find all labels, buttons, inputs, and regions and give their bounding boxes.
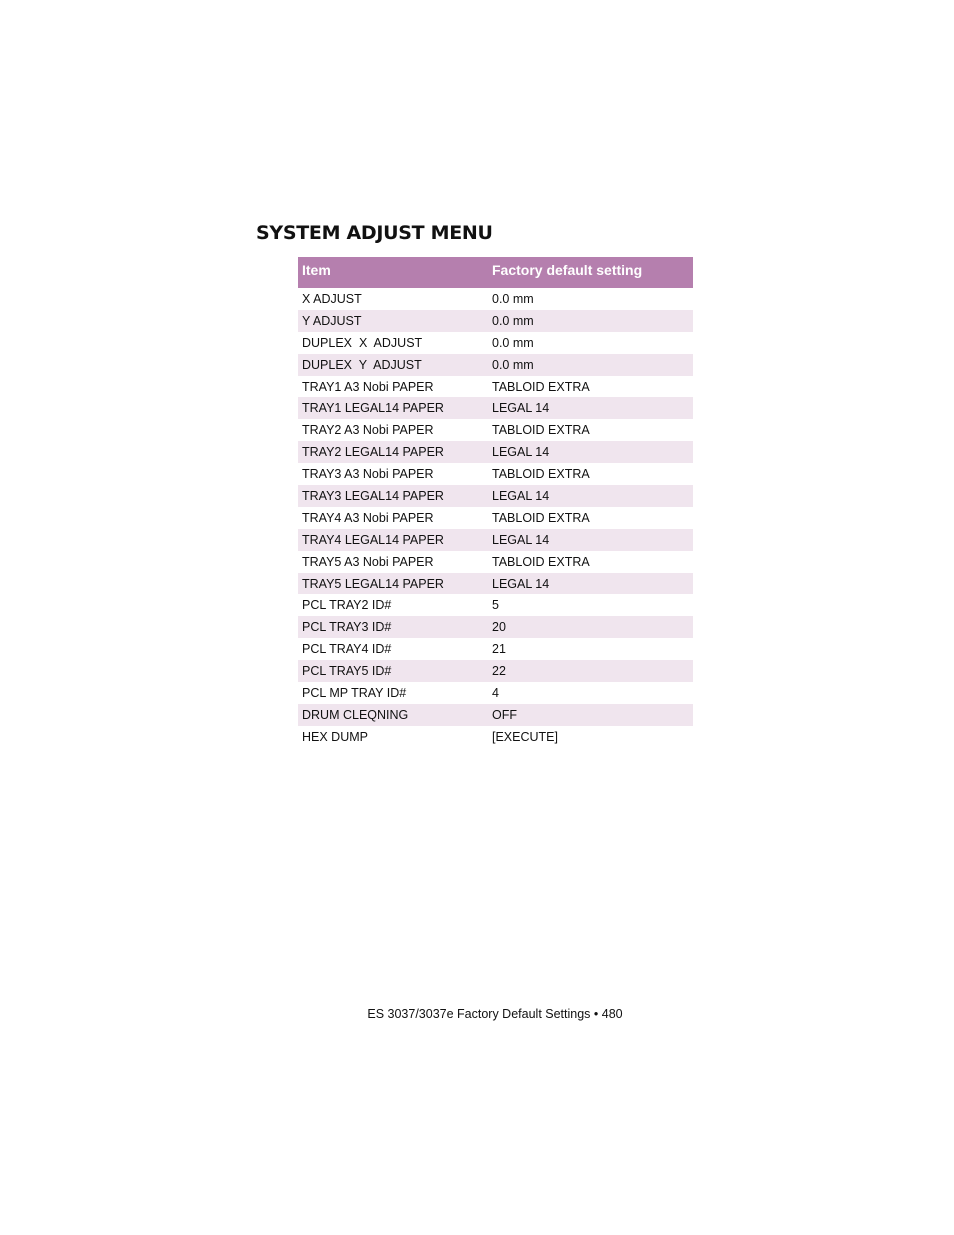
item-cell: TRAY3 A3 Nobi PAPER bbox=[302, 467, 434, 482]
default-setting-cell: 0.0 mm bbox=[488, 354, 693, 376]
item-cell: PCL TRAY5 ID# bbox=[298, 660, 488, 682]
table-row bbox=[298, 660, 693, 682]
item-cell: TRAY3 LEGAL14 PAPER bbox=[298, 485, 488, 507]
page-footer: ES 3037/3037e Factory Default Settings • 480 bbox=[367, 1007, 623, 1021]
table-row bbox=[298, 573, 693, 595]
table-row bbox=[298, 419, 693, 441]
table-row bbox=[298, 376, 693, 398]
table-header-row bbox=[298, 257, 693, 288]
table-row bbox=[298, 485, 693, 507]
page-title: SYSTEM ADJUST MENU bbox=[256, 222, 493, 244]
default-setting-cell: TABLOID EXTRA bbox=[492, 510, 590, 525]
table-row bbox=[298, 594, 693, 616]
item-cell: TRAY2 A3 Nobi PAPER bbox=[302, 423, 434, 438]
item-cell: DRUM CLEQNING bbox=[298, 704, 488, 726]
table-row bbox=[298, 288, 693, 310]
table-row bbox=[298, 397, 693, 419]
column-header-default: Factory default setting bbox=[488, 257, 693, 288]
table-row bbox=[298, 332, 693, 354]
item-cell: PCL TRAY2 ID# bbox=[302, 598, 392, 613]
table-body bbox=[298, 288, 693, 748]
default-setting-cell: 0.0 mm bbox=[488, 310, 693, 332]
item-cell: TRAY5 LEGAL14 PAPER bbox=[298, 573, 488, 595]
default-setting-cell: 0.0 mm bbox=[492, 335, 534, 350]
item-cell: PCL TRAY3 ID# bbox=[298, 616, 488, 638]
default-setting-cell: LEGAL 14 bbox=[488, 573, 693, 595]
item-cell: TRAY4 LEGAL14 PAPER bbox=[298, 529, 488, 551]
default-setting-cell: TABLOID EXTRA bbox=[492, 554, 590, 569]
default-setting-cell: LEGAL 14 bbox=[488, 397, 693, 419]
item-cell: TRAY1 LEGAL14 PAPER bbox=[298, 397, 488, 419]
table-row bbox=[298, 463, 693, 485]
default-setting-cell: [EXECUTE] bbox=[492, 729, 558, 744]
default-setting-cell: LEGAL 14 bbox=[488, 529, 693, 551]
default-setting-cell: 22 bbox=[488, 660, 693, 682]
table-row bbox=[298, 551, 693, 573]
item-cell: X ADJUST bbox=[302, 291, 362, 306]
item-cell: TRAY4 A3 Nobi PAPER bbox=[302, 510, 434, 525]
default-setting-cell: 4 bbox=[492, 685, 499, 700]
default-setting-cell: OFF bbox=[488, 704, 693, 726]
table-row bbox=[298, 704, 693, 726]
table-row bbox=[298, 638, 693, 660]
default-setting-cell: 20 bbox=[488, 616, 693, 638]
table-row bbox=[298, 726, 693, 748]
item-cell: PCL MP TRAY ID# bbox=[302, 685, 407, 700]
item-cell: DUPLEX Y ADJUST bbox=[298, 354, 488, 376]
table-row bbox=[298, 529, 693, 551]
item-cell: TRAY1 A3 Nobi PAPER bbox=[302, 379, 434, 394]
default-setting-cell: TABLOID EXTRA bbox=[492, 423, 590, 438]
item-cell: TRAY5 A3 Nobi PAPER bbox=[302, 554, 434, 569]
item-cell: HEX DUMP bbox=[302, 729, 368, 744]
table-row bbox=[298, 616, 693, 638]
default-setting-cell: 21 bbox=[492, 642, 506, 657]
table-row bbox=[298, 682, 693, 704]
column-header-item: Item bbox=[298, 257, 488, 288]
default-setting-cell: 0.0 mm bbox=[492, 291, 534, 306]
table-row bbox=[298, 354, 693, 376]
item-cell: DUPLEX X ADJUST bbox=[302, 335, 423, 350]
table-row bbox=[298, 441, 693, 463]
settings-table bbox=[298, 257, 693, 748]
default-setting-cell: 5 bbox=[492, 598, 499, 613]
default-setting-cell: LEGAL 14 bbox=[488, 441, 693, 463]
default-setting-cell: LEGAL 14 bbox=[488, 485, 693, 507]
default-setting-cell: TABLOID EXTRA bbox=[492, 467, 590, 482]
table-row bbox=[298, 310, 693, 332]
item-cell: PCL TRAY4 ID# bbox=[302, 642, 392, 657]
table-row bbox=[298, 507, 693, 529]
default-setting-cell: TABLOID EXTRA bbox=[492, 379, 590, 394]
item-cell: Y ADJUST bbox=[298, 310, 488, 332]
item-cell: TRAY2 LEGAL14 PAPER bbox=[298, 441, 488, 463]
